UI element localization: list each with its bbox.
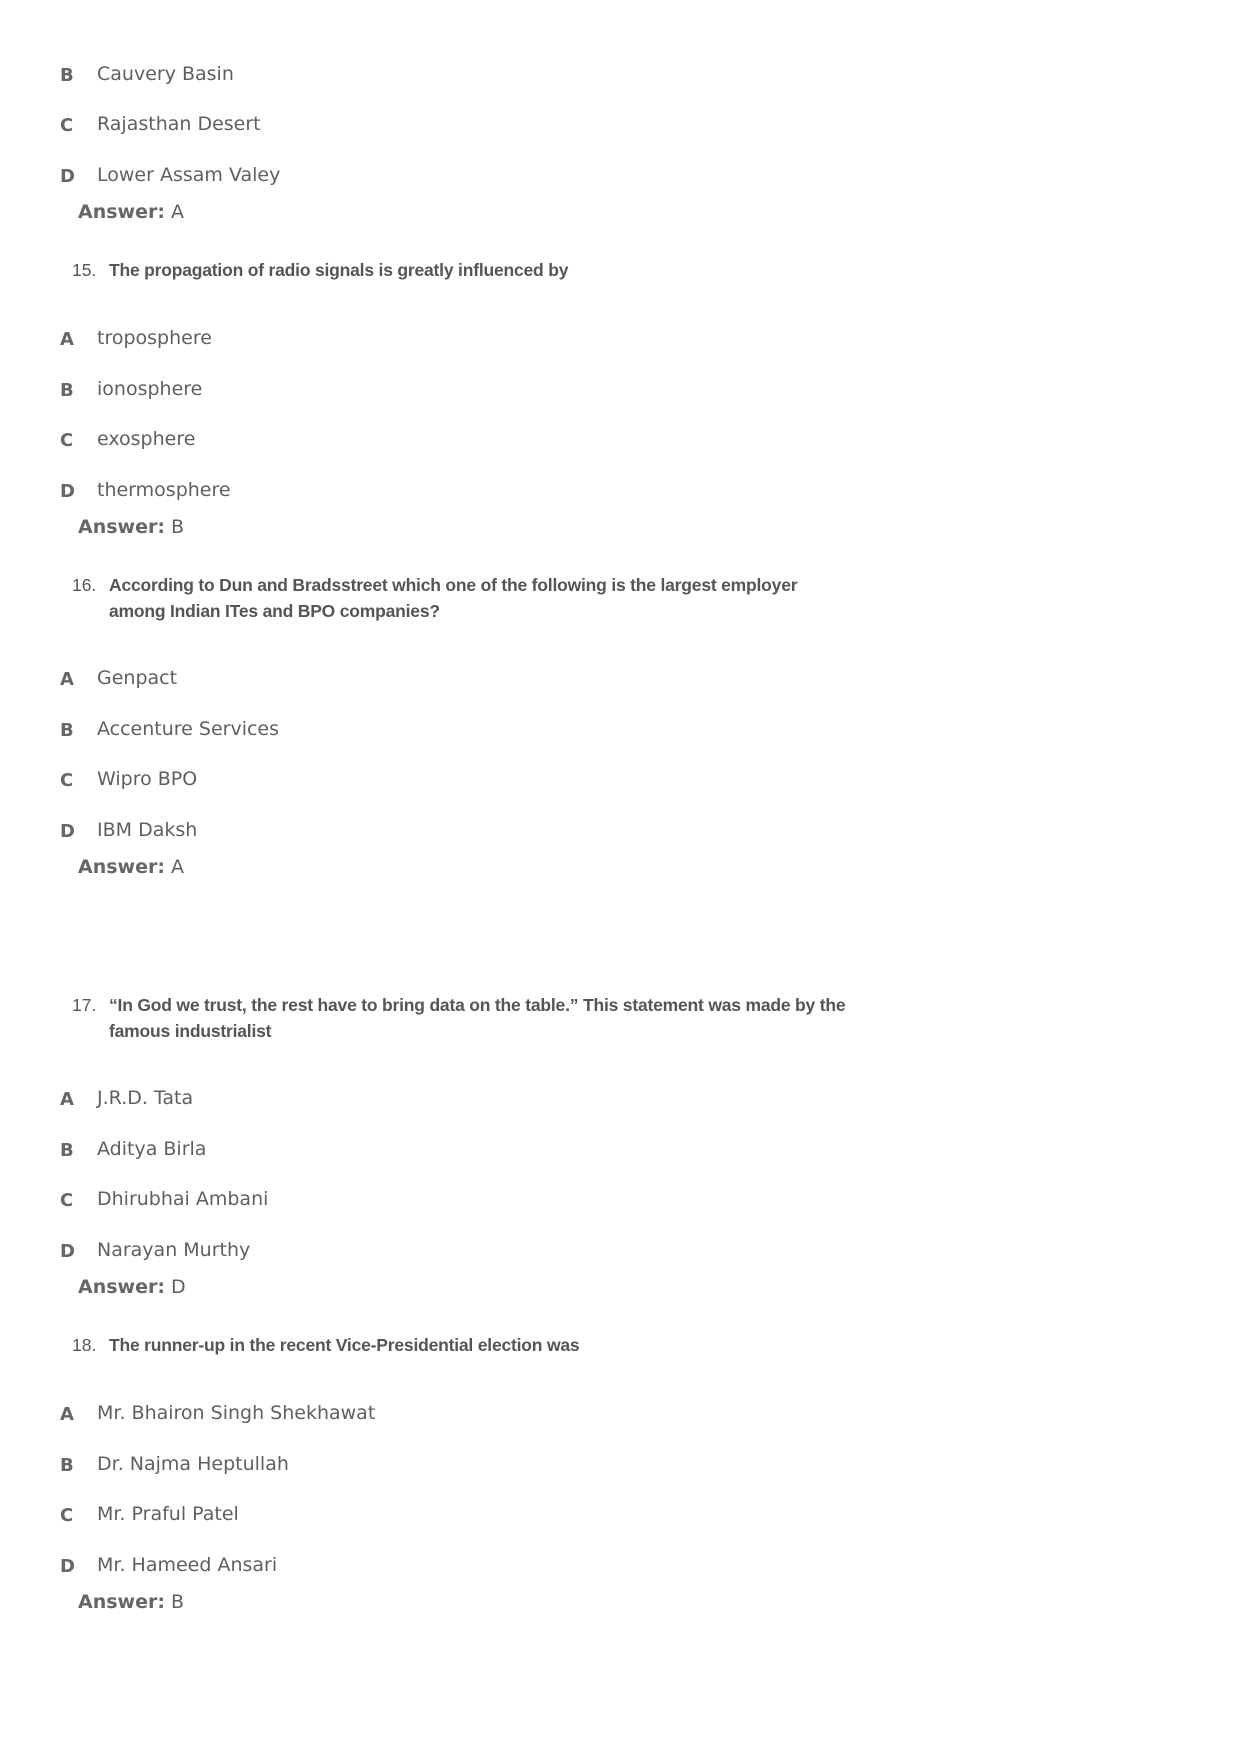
question-text: The runner-up in the recent Vice-Presidential election was xyxy=(109,1335,580,1355)
answer-line xyxy=(78,201,184,223)
option-letter: B xyxy=(60,720,74,741)
option-row xyxy=(0,1501,900,1531)
option-text: ionosphere xyxy=(97,378,203,400)
option-letter: A xyxy=(60,329,74,350)
answer-value: A xyxy=(171,856,184,878)
option-text: Rajasthan Desert xyxy=(97,113,261,135)
option-text: thermosphere xyxy=(97,479,231,501)
option-row xyxy=(0,325,900,355)
option-letter: D xyxy=(60,821,75,842)
question-16 xyxy=(72,572,872,624)
option-text: troposphere xyxy=(97,327,212,349)
option-text: Dr. Najma Heptullah xyxy=(97,1453,289,1475)
answer-label: Answer: xyxy=(78,1591,165,1613)
question-text: According to Dun and Bradsstreet which one of the following is the largest employer among Indian ITes and BPO companies? xyxy=(109,575,798,621)
question-number: 18. xyxy=(72,1335,97,1355)
option-text: Mr. Praful Patel xyxy=(97,1503,239,1525)
answer-label: Answer: xyxy=(78,856,165,878)
answer-value: D xyxy=(171,1276,186,1298)
answer-label: Answer: xyxy=(78,1276,165,1298)
option-row xyxy=(0,716,900,746)
question-17 xyxy=(72,992,872,1044)
option-text: Narayan Murthy xyxy=(97,1239,251,1261)
option-letter: A xyxy=(60,1089,74,1110)
option-row xyxy=(0,766,900,796)
question-number: 17. xyxy=(72,995,97,1015)
option-row xyxy=(0,426,900,456)
option-row xyxy=(0,1400,900,1430)
option-row xyxy=(0,111,900,141)
option-text: Aditya Birla xyxy=(97,1138,207,1160)
question-number: 15. xyxy=(72,260,97,280)
option-letter: C xyxy=(60,430,74,451)
question-18 xyxy=(72,1332,872,1358)
option-text: Accenture Services xyxy=(97,718,280,740)
answer-line xyxy=(78,1591,184,1613)
option-text: J.R.D. Tata xyxy=(97,1087,194,1109)
option-row xyxy=(0,1552,900,1582)
option-letter: D xyxy=(60,481,75,502)
option-letter: B xyxy=(60,65,74,86)
option-text: Dhirubhai Ambani xyxy=(97,1188,269,1210)
option-letter: B xyxy=(60,1455,74,1476)
option-row xyxy=(0,1451,900,1481)
option-row xyxy=(0,1186,900,1216)
option-text: Cauvery Basin xyxy=(97,63,234,85)
answer-line xyxy=(78,1276,186,1298)
answer-line xyxy=(78,856,184,878)
option-row xyxy=(0,162,900,192)
option-letter: B xyxy=(60,380,74,401)
option-letter: D xyxy=(60,1556,75,1577)
option-row xyxy=(0,1237,900,1267)
option-letter: D xyxy=(60,166,75,187)
option-row xyxy=(0,376,900,406)
option-letter: B xyxy=(60,1140,74,1161)
option-text: Mr. Bhairon Singh Shekhawat xyxy=(97,1402,376,1424)
option-text: Genpact xyxy=(97,667,178,689)
option-text: IBM Daksh xyxy=(97,819,198,841)
option-text: Lower Assam Valey xyxy=(97,164,281,186)
option-row xyxy=(0,1085,900,1115)
answer-line xyxy=(78,516,184,538)
option-letter: C xyxy=(60,115,74,136)
option-row xyxy=(0,477,900,507)
option-row xyxy=(0,665,900,695)
answer-value: B xyxy=(171,516,185,538)
option-row xyxy=(0,817,900,847)
option-letter: A xyxy=(60,669,74,690)
option-letter: A xyxy=(60,1404,74,1425)
option-letter: C xyxy=(60,770,74,791)
option-row xyxy=(0,1136,900,1166)
answer-value: B xyxy=(171,1591,185,1613)
option-letter: C xyxy=(60,1190,74,1211)
option-text: Mr. Hameed Ansari xyxy=(97,1554,278,1576)
question-15 xyxy=(72,257,872,283)
option-letter: D xyxy=(60,1241,75,1262)
option-row xyxy=(0,61,900,91)
answer-value: A xyxy=(171,201,184,223)
option-letter: C xyxy=(60,1505,74,1526)
answer-label: Answer: xyxy=(78,201,165,223)
question-text: “In God we trust, the rest have to bring data on the table.” This statement was made by the famous industrialist xyxy=(109,995,846,1041)
option-text: exosphere xyxy=(97,428,196,450)
option-text: Wipro BPO xyxy=(97,768,198,790)
question-text: The propagation of radio signals is greatly influenced by xyxy=(109,260,569,280)
question-number: 16. xyxy=(72,575,97,595)
answer-label: Answer: xyxy=(78,516,165,538)
